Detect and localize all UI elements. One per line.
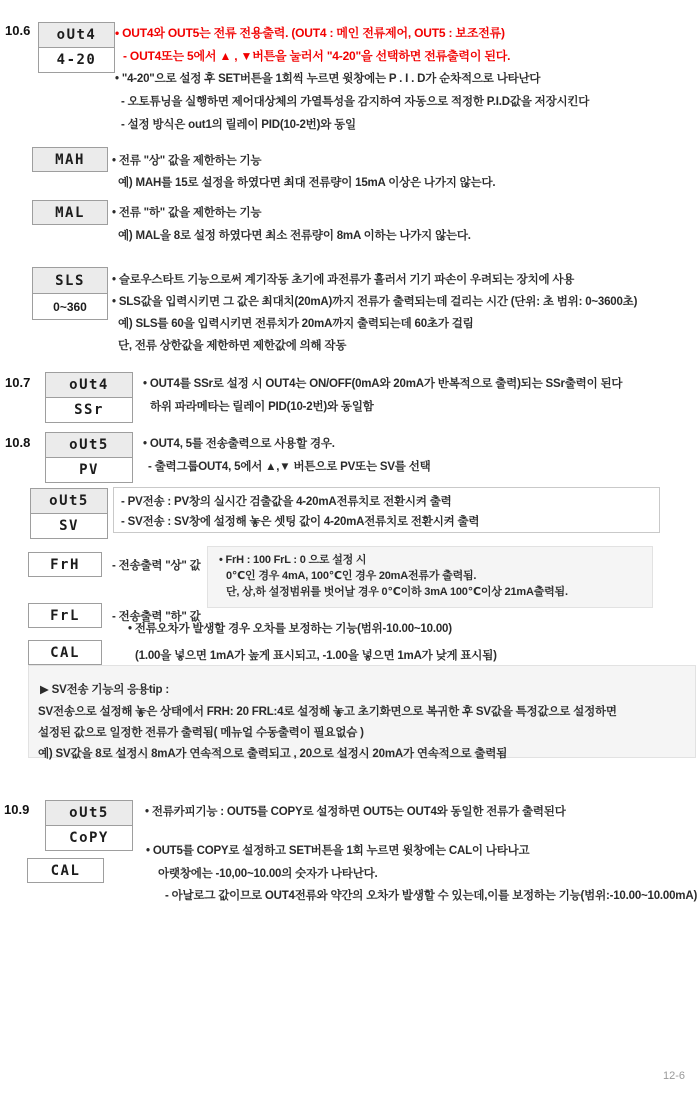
doc-line: - 설정 방식은 out1의 릴레이 PID(10-2번)와 동일 — [121, 119, 356, 131]
doc-line: - 전송출력 "하" 값 — [112, 611, 201, 623]
lcd-cell-sls: SLS — [32, 267, 108, 294]
lcd-display-out5-sv — [30, 488, 108, 539]
lcd-display-sls — [32, 267, 108, 320]
doc-line: • 전류 "상" 값을 제한하는 기능 — [112, 155, 262, 167]
section-number-10-9: 10.9 — [4, 802, 30, 817]
lcd-display-out4-420 — [38, 22, 115, 73]
lcd-cell-out5: oUt5 — [45, 432, 133, 458]
doc-line: - OUT4또는 5에서 ▲ , ▼버튼을 눌러서 "4-20"을 선택하면 전류출력이 된다. — [123, 49, 511, 63]
lcd-cell-cal: CAL — [27, 858, 104, 883]
section-number-10-6: 10.6 — [5, 23, 31, 38]
lcd-display-out5-pv — [45, 432, 133, 483]
lcd-display-mah — [32, 147, 108, 172]
doc-line: 예) SV값을 8로 설정시 8mA가 연속적으로 출력되고 , 20으로 설정시 20mA가 연속적으로 출력됨 — [38, 748, 508, 760]
doc-line: 하위 파라메타는 릴레이 PID(10-2번)와 동일함 — [150, 401, 374, 413]
doc-line: 예) MAH를 15로 설정을 하였다면 최대 전류량이 15mA 이상은 나가지 않는다. — [118, 177, 496, 189]
doc-line: - PV전송 : PV창의 실시간 검출값을 4-20mA전류치로 전환시켜 출력 — [121, 496, 452, 508]
lcd-display-mal — [32, 200, 108, 225]
doc-line: ▶ SV전송 기능의 응용tip : — [40, 684, 170, 696]
lcd-display-out4-ssr — [45, 372, 133, 423]
lcd-display-frh — [28, 552, 102, 577]
section-number-10-7: 10.7 — [5, 375, 31, 390]
lcd-display-cal-109 — [27, 858, 104, 883]
doc-line: • OUT4, 5를 전송출력으로 사용할 경우. — [143, 438, 335, 450]
lcd-cell-out4: oUt4 — [38, 22, 115, 48]
doc-line: - 오토튜닝을 실행하면 제어대상체의 가열특성을 감지하여 자동으로 적정한 P.I.D값을 저장시킨다 — [121, 96, 590, 108]
lcd-display-cal — [28, 640, 102, 665]
lcd-cell-mah: MAH — [32, 147, 108, 172]
lcd-cell-pv: PV — [45, 457, 133, 483]
lcd-cell-out5: oUt5 — [45, 800, 133, 826]
lcd-cell-sv: SV — [30, 513, 108, 539]
page-number: 12-6 — [663, 1070, 686, 1082]
doc-line: - SV전송 : SV창에 설정해 놓은 셋팅 값이 4-20mA전류치로 전환시켜 출력 — [121, 516, 480, 528]
doc-line: • SLS값을 입력시키면 그 값은 최대치(20mA)까지 전류가 출력되는데 걸리는 시간 (단위: 초 범위: 0~3600초) — [112, 296, 638, 308]
lcd-display-frl — [28, 603, 102, 628]
lcd-cell-copy: CoPY — [45, 825, 133, 851]
lcd-cell-out4: oUt4 — [45, 372, 133, 398]
doc-line: 설정된 값으로 일정한 전류가 출력됨( 메뉴얼 수동출력이 필요없슴 ) — [38, 727, 364, 739]
doc-line: 단, 전류 상한값을 제한하면 제한값에 의해 작동 — [118, 340, 347, 352]
lcd-cell-4-20: 4-20 — [38, 47, 115, 73]
doc-line: • OUT4와 OUT5는 전류 전용출력. (OUT4 : 메인 전류제어, OUT5 : 보조전류) — [115, 26, 505, 40]
doc-line: 예) MAL을 8로 설정 하였다면 최소 전류량이 8mA 이하는 나가지 않는다. — [118, 230, 471, 242]
doc-line: SV전송으로 설정해 놓은 상태에서 FRH: 20 FRL:4로 설정해 놓고 초기화면으로 복귀한 후 SV값을 특정값으로 설정하면 — [38, 706, 617, 718]
doc-line: - 출력그룹OUT4, 5에서 ▲,▼ 버튼으로 PV또는 SV를 선택 — [148, 461, 431, 473]
doc-line: - 전송출력 "상" 값 — [112, 560, 201, 572]
doc-line: (1.00을 넣으면 1mA가 높게 표시되고, -1.00을 넣으면 1mA가 낮게 표시됨) — [135, 650, 497, 662]
doc-line: 단, 상,하 설정범위를 벗어날 경우 0℃이하 3mA 100℃이상 21mA출력됨. — [226, 586, 568, 598]
doc-line: 아랫창에는 -10,00~10.00의 숫자가 나타난다. — [158, 868, 378, 880]
doc-line: 0℃인 경우 4mA, 100℃인 경우 20mA전류가 출력됨. — [226, 570, 477, 582]
lcd-display-out5-copy — [45, 800, 133, 851]
lcd-cell-frl: FrL — [28, 603, 102, 628]
doc-line: • FrH : 100 FrL : 0 으로 설정 시 — [219, 554, 367, 566]
lcd-cell-ssr: SSr — [45, 397, 133, 423]
doc-line: - 아날로그 값이므로 OUT4전류와 약간의 오차가 발생할 수 있는데,이를 보정하는 기능(범위:-10.00~10.00mA) — [165, 890, 698, 902]
doc-line: • "4-20"으로 설정 후 SET버튼을 1회씩 누르면 윗창에는 P . I . D가 순차적으로 나타난다 — [115, 73, 541, 85]
doc-line: • OUT4를 SSr로 설정 시 OUT4는 ON/OFF(0mA와 20mA가 반복적으로 출력)되는 SSr출력이 된다 — [143, 378, 623, 390]
doc-line: 예) SLS를 60을 입력시키면 전류치가 20mA까지 출력되는데 60초가 걸림 — [118, 318, 474, 330]
doc-line: • 전류카피기능 : OUT5를 COPY로 설정하면 OUT5는 OUT4와 동일한 전류가 출력된다 — [145, 806, 566, 818]
lcd-cell-range-0-360: 0~360 — [32, 293, 108, 320]
doc-line: • 슬로우스타트 기능으로써 계기작동 초기에 과전류가 흘러서 기기 파손이 우려되는 장치에 사용 — [112, 274, 575, 286]
doc-line: • OUT5를 COPY로 설정하고 SET버튼을 1회 누르면 윗창에는 CAL이 나타나고 — [146, 845, 530, 857]
lcd-cell-out5: oUt5 — [30, 488, 108, 514]
lcd-cell-mal: MAL — [32, 200, 108, 225]
section-number-10-8: 10.8 — [5, 435, 31, 450]
doc-line: • 전류 "하" 값을 제한하는 기능 — [112, 207, 262, 219]
lcd-cell-cal: CAL — [28, 640, 102, 665]
lcd-cell-frh: FrH — [28, 552, 102, 577]
doc-line: • 전류오차가 발생할 경우 오차를 보정하는 기능(범위-10.00~10.00) — [128, 623, 452, 635]
